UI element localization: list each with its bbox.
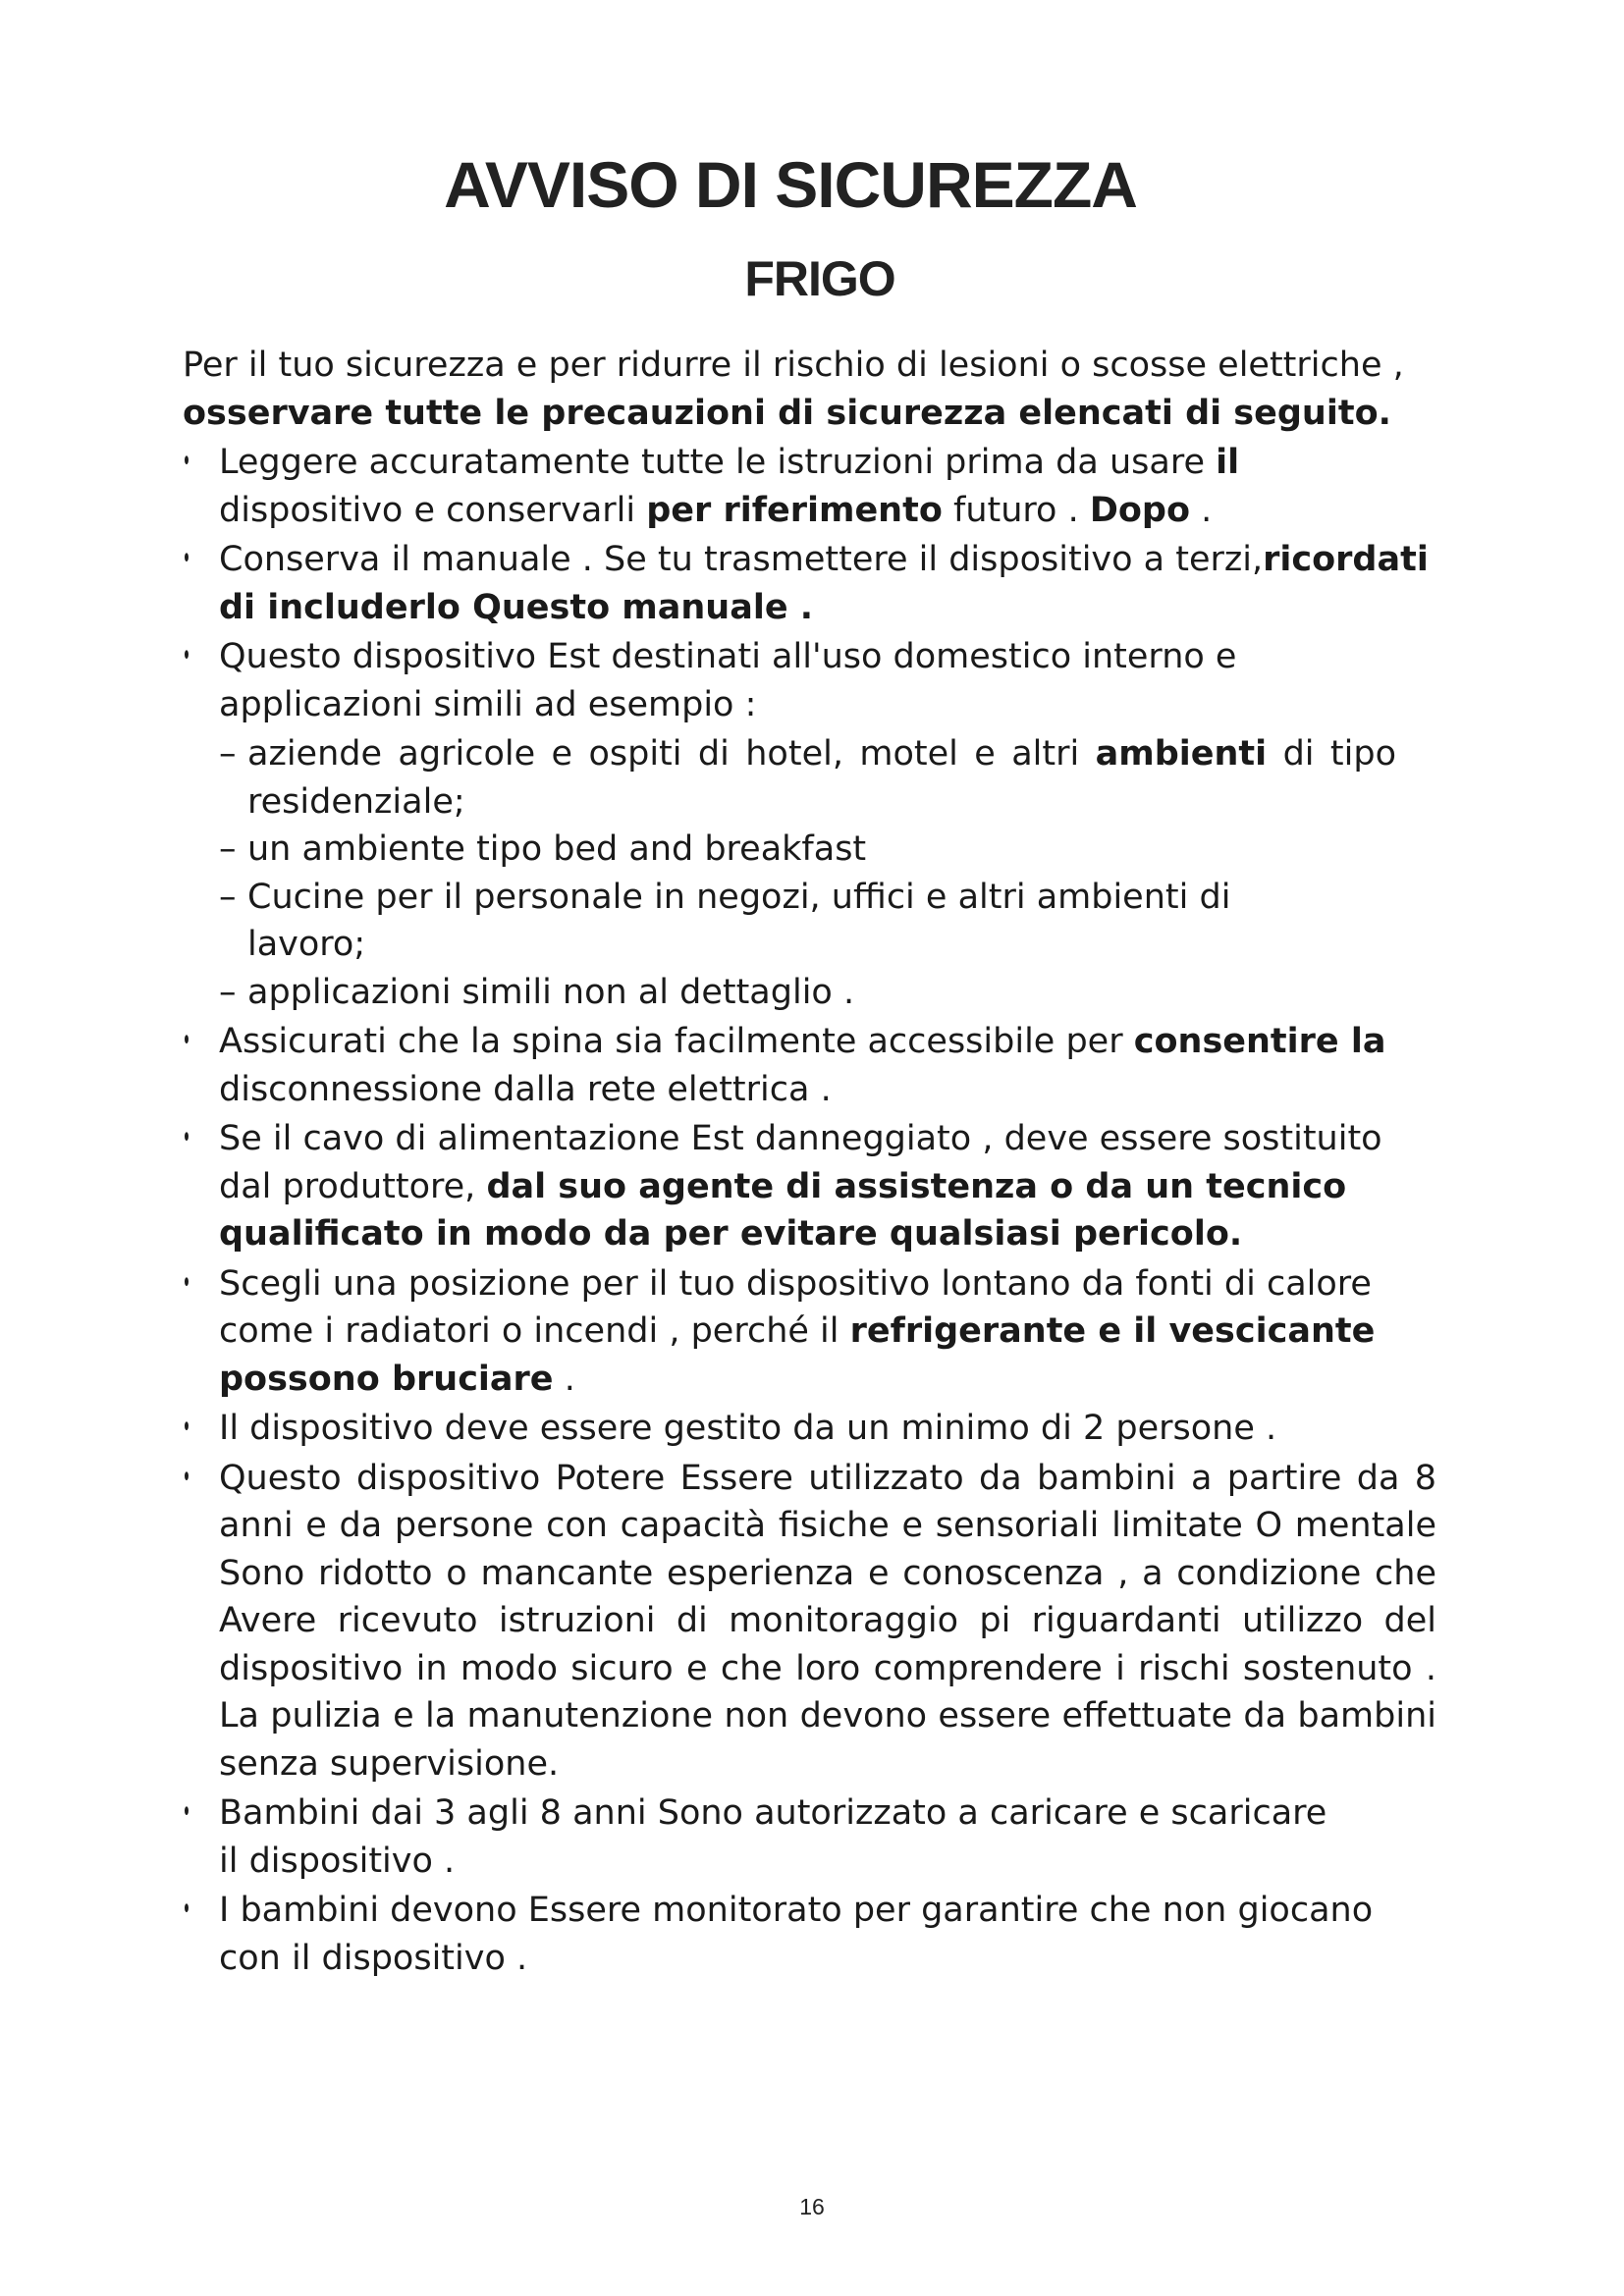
page-subtitle: FRIGO bbox=[744, 251, 895, 306]
safety-list bbox=[183, 439, 1479, 1982]
intro-line: Per il tuo sicurezza e per ridurre il rischio di lesioni o scosse elettriche , bbox=[183, 346, 1404, 385]
list-item: • I bambini devono Essere monitorato per garantire che non giocano con il dispositivo . bbox=[183, 1887, 1436, 1982]
sub-list-item: – aziende agricole e ospiti di hotel, motel e altri ambienti di tipo residenziale; bbox=[219, 730, 1396, 826]
list-item: • Conserva il manuale . Se tu trasmettere il dispositivo a terzi,ricordati di includerlo Questo manuale . bbox=[183, 536, 1436, 631]
list-item: • Questo dispositivo Est destinati all'uso domestico interno e applicazioni simili ad esempio : – aziende agricole e ospiti di hotel, motel e altri ambienti di tipo residenziale; – un ambiente tipo bed and breakfast – Cucine per il personale in negozi, uffici e altri ambienti di lavoro; – applicazioni simili non al dettaglio . bbox=[183, 633, 1338, 1016]
intro-emphasis: osservare tutte le precauzioni di sicurezza elencati di seguito. bbox=[183, 393, 1391, 433]
page-title: AVVISO DI SICUREZZA bbox=[444, 148, 1137, 221]
safety-text-body bbox=[183, 342, 1479, 1982]
list-item: • Questo dispositivo Potere Essere utilizzato da bambini a partire da 8 anni e da persone con capacità fisiche e sensoriali limitate O mentale Sono ridotto o mancante esperienza e conoscenza , a condizione che Avere ricevuto istruzioni di monitoraggio pi riguardanti utilizzo del dispositivo in modo sicuro e che loro comprendere i rischi sostenuto . La pulizia e la manutenzione non devono essere effettuate da bambini senza supervisione. bbox=[183, 1455, 1436, 1789]
list-item: • Il dispositivo deve essere gestito da un minimo di 2 persone . bbox=[183, 1405, 1479, 1453]
list-item: • Se il cavo di alimentazione Est danneggiato , deve essere sostituito dal produttore, dal suo agente di assistenza o da un tecnico qualificato in modo da per evitare qualsiasi pericolo. bbox=[183, 1115, 1436, 1258]
list-item: • Bambini dai 3 agli 8 anni Sono autorizzato a caricare e scaricare il dispositivo . bbox=[183, 1789, 1348, 1885]
list-item: • Assicurati che la spina sia facilmente accessibile per consentire la disconnessione dalla rete elettrica . bbox=[183, 1018, 1417, 1113]
sub-list-item: – Cucine per il personale in negozi, uffici e altri ambienti di lavoro; bbox=[219, 874, 1338, 969]
sub-list bbox=[219, 730, 1396, 1016]
list-item: • Leggere accuratamente tutte le istruzioni prima da usare il dispositivo e conservarli per riferimento futuro . Dopo . bbox=[183, 439, 1413, 534]
intro-paragraph bbox=[183, 342, 1479, 437]
list-item: • Scegli una posizione per il tuo dispositivo lontano da fonti di calore come i radiatori o incendi , perché il refrigerante e il vescicante possono bruciare . bbox=[183, 1260, 1456, 1404]
sub-list-item: – un ambiente tipo bed and breakfast bbox=[219, 826, 1338, 874]
sub-list-item: – applicazioni simili non al dettaglio . bbox=[219, 969, 1338, 1017]
page-number: 16 bbox=[799, 2194, 825, 2219]
